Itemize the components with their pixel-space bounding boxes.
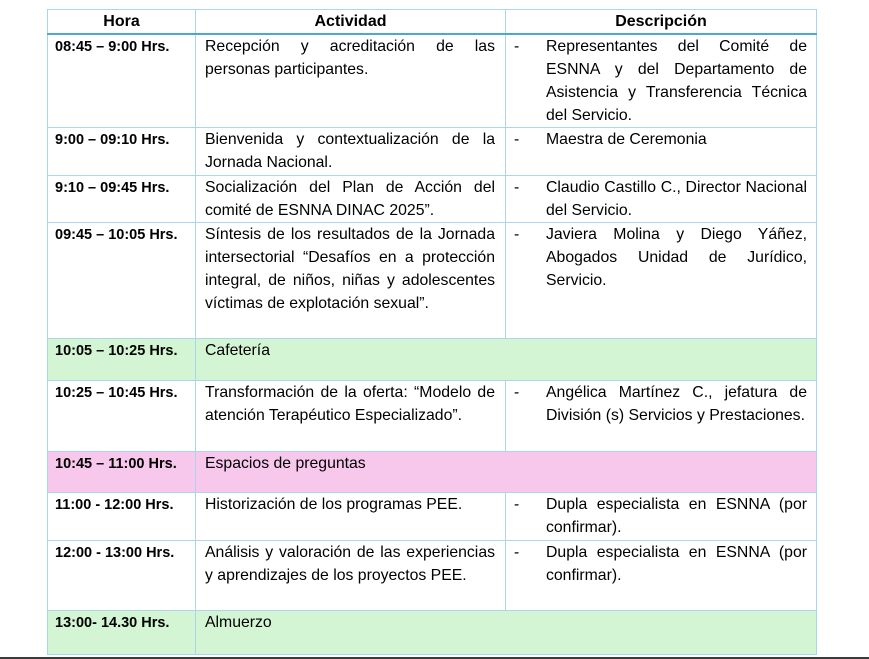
actividad-cell (196, 611, 817, 655)
hora-cell (48, 34, 196, 128)
bullet-dash: - (514, 131, 520, 148)
descripcion-text: Angélica Martínez C., jefatura de División (s) Servicios y Prestaciones. (546, 384, 807, 424)
descripcion-text: Dupla especialista en ESNNA (por confirmar). (546, 496, 807, 536)
hora-text: 09:45 – 10:05 Hrs. (55, 227, 178, 243)
bullet-dash: - (514, 384, 520, 401)
actividad-cell (196, 34, 506, 128)
bullet-dash: - (514, 544, 520, 561)
table-row-questions (48, 452, 817, 493)
table-row (48, 223, 817, 339)
bullet-dash: - (514, 496, 520, 513)
hora-cell (48, 128, 196, 176)
hora-text: 9:10 – 09:45 Hrs. (55, 180, 170, 196)
hora-text: 12:00 - 13:00 Hrs. (55, 545, 175, 561)
table-row (48, 493, 817, 541)
descripcion-text: Representantes del Comité de ESNNA y del Departamento de Asistencia y Transferencia Técnica del Servicio. (546, 38, 807, 124)
header-actividad: Actividad (196, 10, 506, 35)
schedule-table (47, 9, 817, 655)
table-row-break (48, 339, 817, 381)
table-row (48, 176, 817, 223)
actividad-text: Transformación de la oferta: “Modelo de atención Terapéutico Especializado”. (205, 384, 495, 424)
table-row (48, 34, 817, 128)
table-row (48, 128, 817, 176)
actividad-text: Cafetería (205, 342, 270, 359)
descripcion-text: Maestra de Ceremonia (546, 131, 707, 148)
hora-cell (48, 611, 196, 655)
hora-cell (48, 223, 196, 339)
header-row (48, 10, 817, 35)
hora-cell (48, 493, 196, 541)
table-row (48, 541, 817, 611)
descripcion-cell (506, 128, 817, 176)
hora-text: 9:00 – 09:10 Hrs. (55, 132, 170, 148)
descripcion-cell (506, 541, 817, 611)
header-descripcion: Descripción (506, 10, 817, 35)
actividad-cell (196, 381, 506, 452)
descripcion-text: Dupla especialista en ESNNA (por confirmar). (546, 544, 807, 584)
actividad-cell (196, 223, 506, 339)
table-row (48, 381, 817, 452)
bullet-dash: - (514, 38, 520, 55)
descripcion-cell (506, 381, 817, 452)
table-row-break (48, 611, 817, 655)
hora-cell (48, 541, 196, 611)
actividad-text: Recepción y acreditación de las personas participantes. (205, 38, 495, 78)
actividad-text: Espacios de preguntas (205, 455, 366, 472)
descripcion-text: Javiera Molina y Diego Yáñez, Abogados Unidad de Jurídico, Servicio. (546, 226, 807, 289)
actividad-cell (196, 339, 817, 381)
actividad-cell (196, 452, 817, 493)
actividad-cell (196, 128, 506, 176)
hora-text: 11:00 - 12:00 Hrs. (55, 497, 174, 513)
bullet-dash: - (514, 179, 520, 196)
descripcion-text: Claudio Castillo C., Director Nacional del Servicio. (546, 179, 807, 219)
actividad-cell (196, 541, 506, 611)
hora-text: 13:00- 14.30 Hrs. (55, 615, 170, 631)
descripcion-cell (506, 176, 817, 223)
actividad-text: Síntesis de los resultados de la Jornada intersectorial “Desafíos en a protección integral, de niños, niñas y adolescentes víctimas de explotación sexual”. (205, 226, 495, 312)
actividad-text: Almuerzo (205, 614, 272, 631)
hora-text: 10:05 – 10:25 Hrs. (55, 343, 178, 359)
actividad-cell (196, 176, 506, 223)
hora-cell (48, 452, 196, 493)
actividad-cell (196, 493, 506, 541)
actividad-text: Socialización del Plan de Acción del comité de ESNNA DINAC 2025”. (205, 179, 495, 219)
actividad-text: Historización de los programas PEE. (205, 496, 463, 513)
descripcion-cell (506, 223, 817, 339)
actividad-text: Bienvenida y contextualización de la Jornada Nacional. (205, 131, 495, 171)
hora-text: 08:45 – 9:00 Hrs. (55, 39, 170, 55)
header-hora: Hora (48, 10, 196, 35)
descripcion-cell (506, 34, 817, 128)
bullet-dash: - (514, 226, 520, 243)
hora-cell (48, 176, 196, 223)
actividad-text: Análisis y valoración de las experiencias y aprendizajes de los proyectos PEE. (205, 544, 495, 584)
hora-text: 10:45 – 11:00 Hrs. (55, 456, 177, 472)
hora-cell (48, 381, 196, 452)
hora-cell (48, 339, 196, 381)
descripcion-cell (506, 493, 817, 541)
hora-text: 10:25 – 10:45 Hrs. (55, 385, 178, 401)
